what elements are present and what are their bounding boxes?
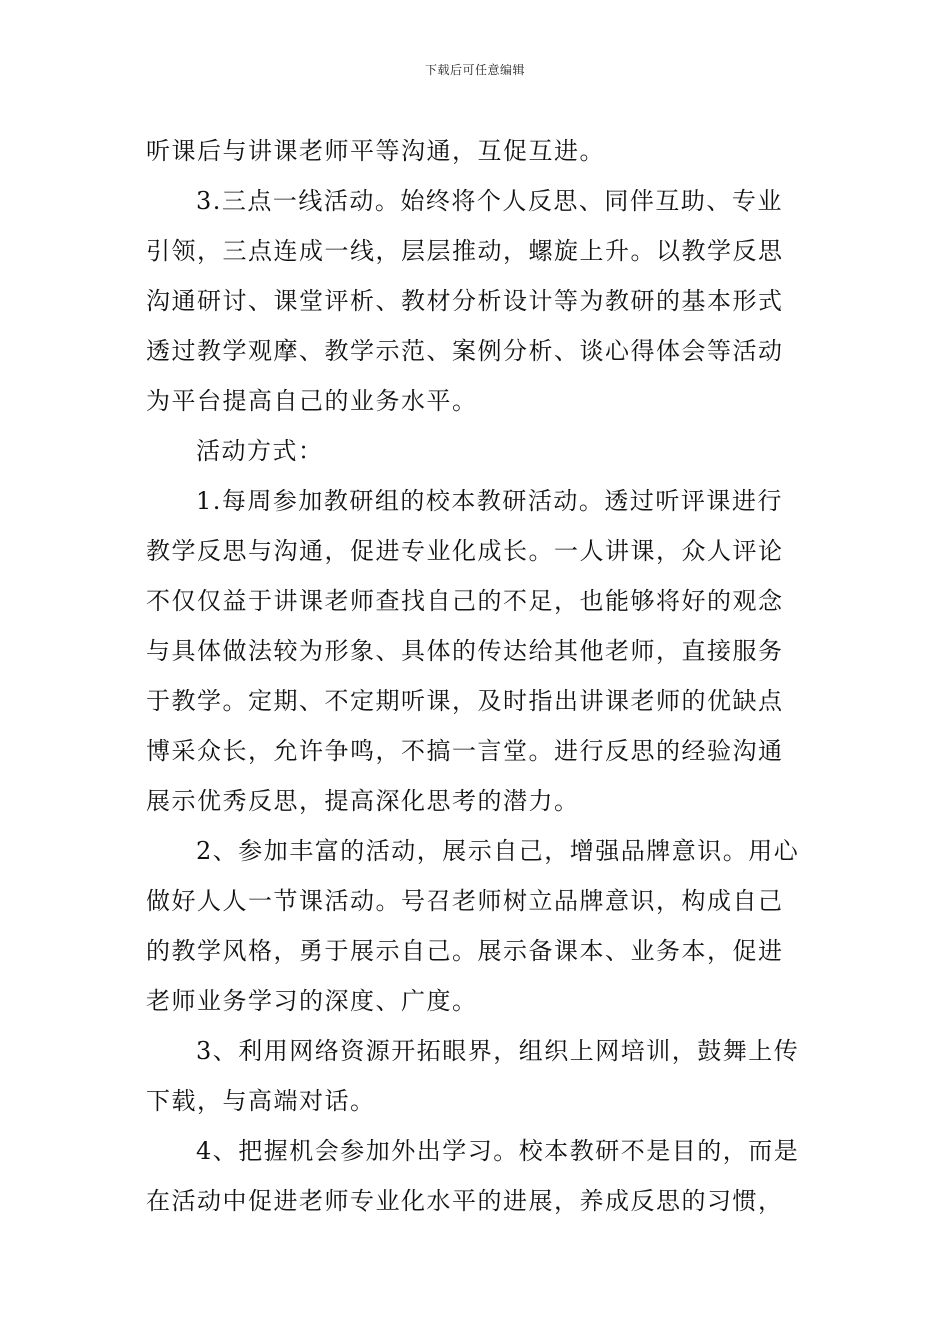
document-line: 活动方式： [196, 437, 324, 465]
document-line: 老师业务学习的深度、广度。 [146, 987, 478, 1015]
page-header: 下载后可任意编辑 [424, 63, 525, 77]
document-line: 3.三点一线活动。始终将个人反思、同伴互助、专业 [196, 187, 783, 215]
document-line: 在活动中促进老师专业化水平的进展，养成反思的习惯， [146, 1187, 784, 1215]
document-line: 的教学风格，勇于展示自己。展示备课本、业务本，促进 [146, 937, 784, 965]
document-line: 3、利用网络资源开拓眼界，组织上网培训，鼓舞上传 [196, 1037, 800, 1065]
document-body [146, 126, 808, 1226]
document-line: 做好人人一节课活动。号召老师树立品牌意识，构成自己 [146, 887, 784, 915]
document-line: 与具体做法较为形象、具体的传达给其他老师，直接服务 [146, 637, 784, 665]
document-line: 博采众长，允许争鸣，不搞一言堂。进行反思的经验沟通 [146, 737, 784, 765]
document-line: 沟通研讨、课堂评析、教材分析设计等为教研的基本形式 [146, 287, 784, 315]
document-line: 1.每周参加教研组的校本教研活动。透过听评课进行 [196, 487, 783, 515]
document-line: 4、把握机会参加外出学习。校本教研不是目的，而是 [196, 1137, 800, 1165]
document-line: 教学反思与沟通，促进专业化成长。一人讲课，众人评论 [146, 537, 784, 565]
document-line: 听课后与讲课老师平等沟通，互促互进。 [146, 137, 605, 165]
document-line: 不仅仅益于讲课老师查找自己的不足，也能够将好的观念 [146, 587, 784, 615]
document-line: 为平台提高自己的业务水平。 [146, 387, 478, 415]
document-line: 2、参加丰富的活动，展示自己，增强品牌意识。用心 [196, 837, 800, 865]
document-line: 于教学。定期、不定期听课，及时指出讲课老师的优缺点 [146, 687, 784, 715]
document-line: 下载，与高端对话。 [146, 1087, 376, 1115]
document-line: 引领，三点连成一线，层层推动，螺旋上升。以教学反思 [146, 237, 784, 265]
document-line: 透过教学观摩、教学示范、案例分析、谈心得体会等活动 [146, 337, 784, 365]
document-line: 展示优秀反思，提高深化思考的潜力。 [146, 787, 580, 815]
